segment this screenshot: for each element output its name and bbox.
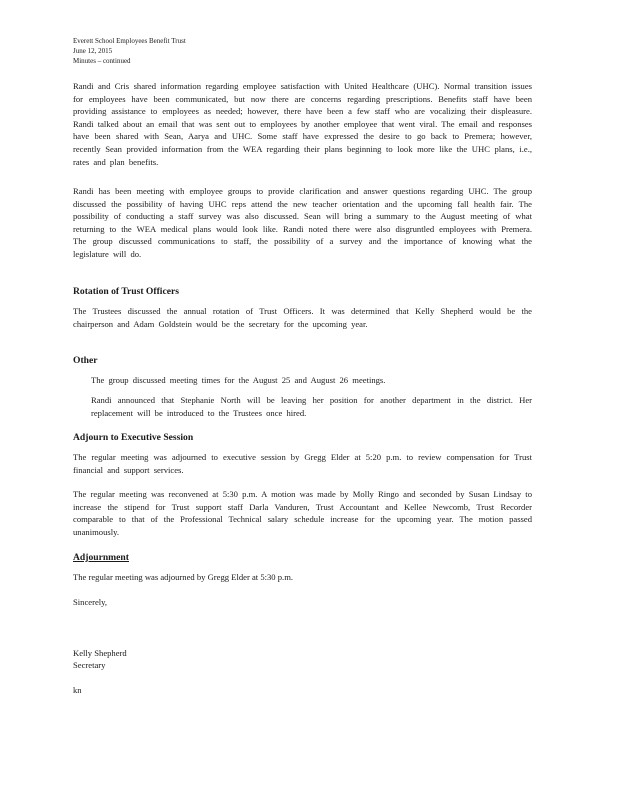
list-item [73,374,532,387]
paragraph-rotation: The Trustees discussed the annual rotation of Trust Officers. It was determined that Kelly Shepherd would be the chairperson and Adam Goldstein would be the secretary for the upcoming year. [73,306,532,329]
header-date: June 12, 2015 [73,47,113,55]
list-item [73,394,532,419]
header-subtitle: Minutes – continued [73,57,131,65]
paragraph-employee-groups: Randi has been meeting with employee groups to provide clarification and answer questions regarding UHC. The group discussed the possibility of having UHC reps attend the new teacher orientation and the upcoming fall health fair. The possibility of conducting a staff survey was also discussed. Sean will bring a summary to the August meeting of what returning to the WEA medical plans would look like. Randi noted there were also disgruntled employees with Premera. The group discussed communications to staff, the possibility of a survey and the importance of knowing what the legislature will do. [73,186,532,259]
paragraph-reconvened: The regular meeting was reconvened at 5:30 p.m. A motion was made by Molly Ringo and seconded by Susan Lindsay to increase the stipend for Trust support staff Darla Vanduren, Trust Accountant and Kellee Newcomb, Trust Recorder comparable to that of the Professional Technical salary schedule increase for the upcoming year. The motion passed unanimously. [73,489,532,537]
bullet-text-staff-change: Randi announced that Stephanie North will be leaving her position for another department in the district. Her replacement will be introduced to the Trustees once hired. [91,395,532,418]
signer-name: Kelly Shepherd [73,648,127,658]
heading-executive-session: Adjourn to Executive Session [73,432,194,443]
heading-rotation: Rotation of Trust Officers [73,286,179,297]
header-organization: Everett School Employees Benefit Trust [73,37,186,45]
bullet-text-meeting-times: The group discussed meeting times for the August 25 and August 26 meetings. [91,375,386,385]
closing-sincerely: Sincerely, [73,597,108,607]
paragraph-uhc-satisfaction: Randi and Cris shared information regarding employee satisfaction with United Healthcare (UHC). Normal transition issues for employees have been communicated, but now there are concerns regarding prescriptions. Benefits staff have been providing assistance to employees as needed; however, there have been a few staff who are vocalizing their displeasure. Randi talked about an email that was sent out to employees by another employee that went viral. The email and responses have been shared with Sean, Aarya and UHC. Some staff have expressed the desire to go back to Premera; however, recently Sean provided information from the WEA regarding their plans beginning to look more like the UHC plans, i.e., rates and plan benefits. [73,81,532,167]
paragraph-executive-session: The regular meeting was adjourned to executive session by Gregg Elder at 5:20 p.m. to review compensation for Trust financial and support services. [73,452,532,475]
heading-adjournment: Adjournment [73,552,129,563]
typist-initials: kn [73,685,82,695]
heading-other: Other [73,355,98,366]
signer-title: Secretary [73,660,106,670]
paragraph-adjournment: The regular meeting was adjourned by Gregg Elder at 5:30 p.m. [73,572,294,582]
